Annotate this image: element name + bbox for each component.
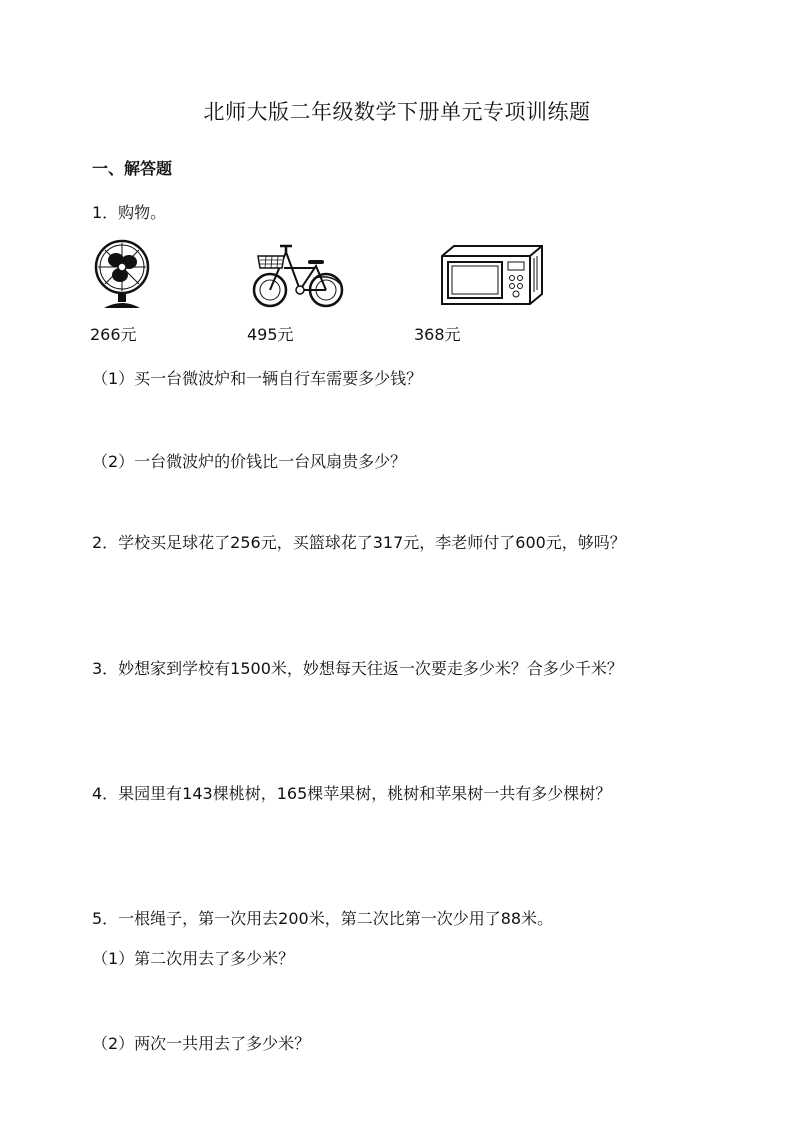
fan-icon: [92, 238, 154, 310]
bicycle-icon: [250, 238, 348, 310]
page-title: 北师大版二年级数学下册单元专项训练题: [203, 100, 591, 124]
section-heading: 一、解答题: [92, 159, 173, 178]
question-5-stem: 5．一根绳子，第一次用去200米，第二次比第一次少用了88米。: [92, 909, 554, 928]
question-1-part-1: （1）买一台微波炉和一辆自行车需要多少钱？: [92, 369, 423, 388]
fan-price: 266元: [90, 325, 137, 344]
question-3: 3．妙想家到学校有1500米，妙想每天往返一次要走多少米？合多少千米？: [92, 659, 623, 678]
microwave-price: 368元: [414, 325, 461, 344]
question-1-part-2: （2）一台微波炉的价钱比一台风扇贵多少？: [92, 452, 407, 471]
bicycle-price: 495元: [247, 325, 294, 344]
question-4: 4．果园里有143棵桃树，165棵苹果树，桃树和苹果树一共有多少棵树？: [92, 784, 612, 803]
question-1-stem: 1．购物。: [92, 203, 167, 222]
question-5-part-1: （1）第二次用去了多少米？: [92, 949, 295, 968]
microwave-icon: [440, 244, 544, 306]
question-2: 2．学校买足球花了256元，买篮球花了317元，李老师付了600元，够吗？: [92, 533, 626, 552]
question-5-part-2: （2）两次一共用去了多少米？: [92, 1034, 311, 1053]
